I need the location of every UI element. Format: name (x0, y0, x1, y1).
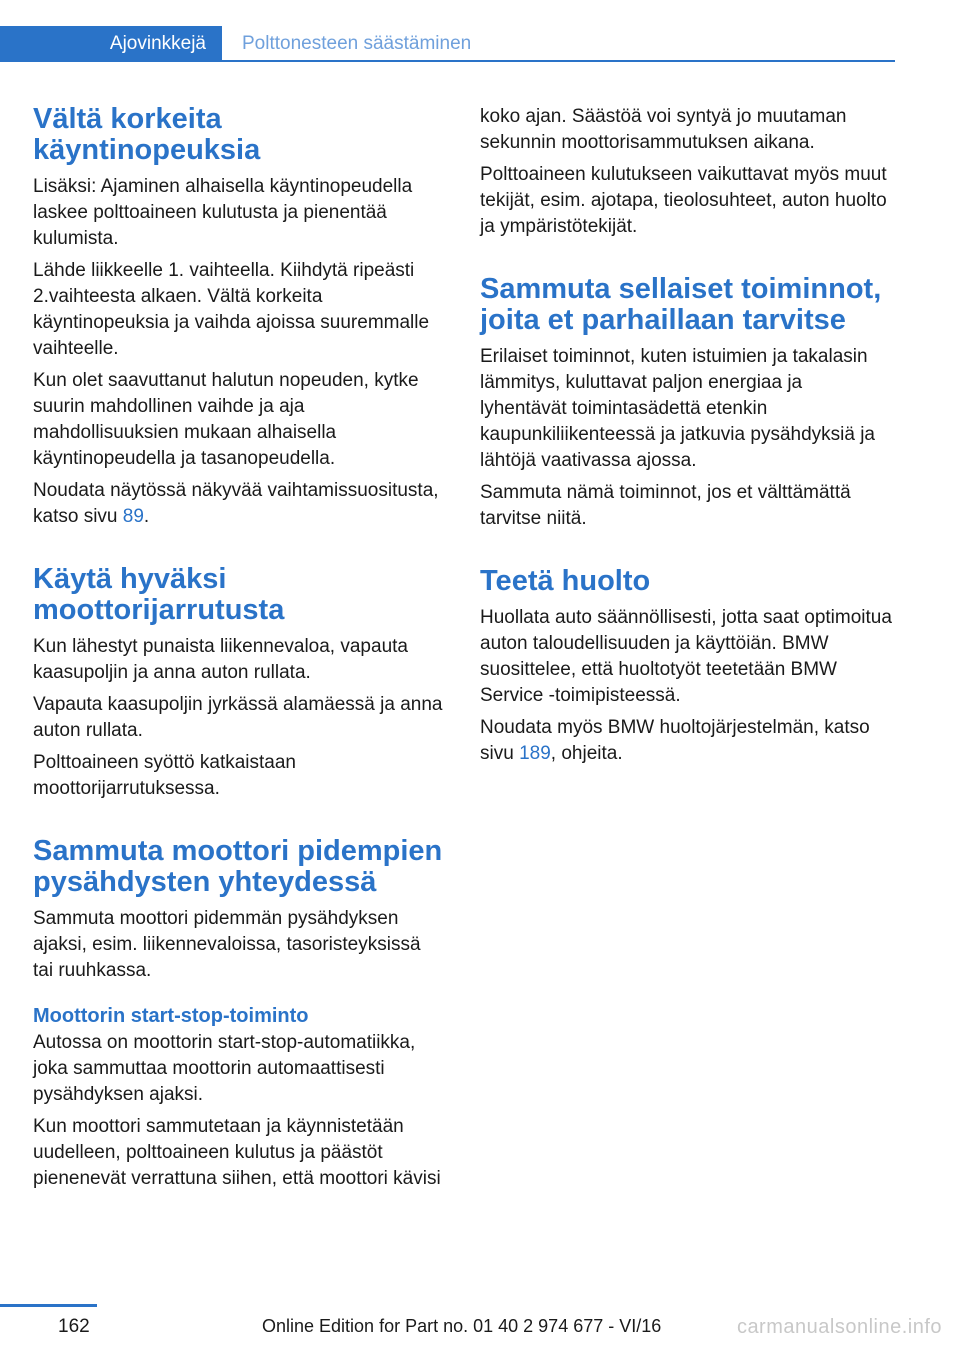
left-column (33, 104, 445, 1198)
text: Noudata myös BMW huoltojärjestelmän, katso sivu (480, 717, 870, 764)
text: , ohjeita. (550, 743, 623, 764)
paragraph: Erilaiset toiminnot, kuten istuimien ja takalasin lämmitys, kuluttavat paljon energiaa ja lyhentävät toimintasädettä etenkin kaupunkiliikenteessä ja jatkuvia pysähdyksiä ja lähtöjä vaativassa ajossa. (480, 346, 876, 471)
text: Noudata näytössä näkyvää vaihtamissuositusta, katso sivu (33, 480, 439, 527)
paragraph: Autossa on moottorin start-stop-automatiikka, joka sammuttaa moottorin automaattisesti pysähdyksen ajaksi. (33, 1032, 416, 1105)
heading-sammuta-moottori: Sammuta moottori pidempien pysähdysten yhteydessä (33, 835, 443, 898)
paragraph: Lähde liikkeelle 1. vaihteella. Kiihdytä ripeästi 2.vaihteesta alkaen. Vältä korkeita käyntinopeuksia ja vaihda ajoissa suuremmalle vaihteelle. (33, 260, 430, 359)
paragraph: Polttoaineen syöttö katkaistaan moottorijarrutuksessa. (33, 752, 297, 799)
paragraph: Sammuta nämä toiminnot, jos et välttämättä tarvitse niitä. (480, 482, 851, 529)
page-link-89[interactable]: 89 (122, 506, 144, 527)
edition-text: Online Edition for Part no. 01 40 2 974 677 - VI/16 (262, 1316, 662, 1336)
text: . (143, 506, 150, 527)
heading-korkeita: Vältä korkeita käyntinopeuksia (33, 103, 261, 166)
paragraph (480, 715, 892, 767)
paragraph: koko ajan. Säästöä voi syntyä jo muutaman sekunnin moottorisammutuksen aikana. (480, 106, 847, 153)
paragraph: Vapauta kaasupoljin jyrkässä alamäessä ja anna auton rullata. (33, 694, 443, 741)
paragraph: Kun moottori sammutetaan ja käynnistetään uudelleen, polttoaineen kulutus ja päästöt pienenevät verrattuna siihen, että moottori kävisi (33, 1116, 441, 1189)
page-number: 162 (58, 1316, 90, 1337)
paragraph (33, 478, 445, 530)
paragraph: Kun lähestyt punaista liikennevaloa, vapauta kaasupoljin ja anna auton rullata. (33, 636, 408, 683)
footer-rule (0, 1304, 97, 1307)
subheading-start-stop: Moottorin start-stop-toiminto (33, 1005, 309, 1027)
paragraph: Kun olet saavuttanut halutun nopeuden, kytke suurin mahdollinen vaihde ja aja mahdollisuuksien mukaan alhaisella käyntinopeudella ja tasanopeudella. (33, 370, 419, 469)
page-link-189[interactable]: 189 (519, 743, 551, 764)
page-header (0, 26, 895, 62)
tab-section-polttonesteen[interactable]: Polttonesteen säästäminen (242, 33, 472, 54)
heading-moottorijarrutus: Käytä hyväksi moottorijarrutusta (33, 563, 285, 626)
right-column (480, 104, 892, 773)
paragraph: Lisäksi: Ajaminen alhaisella käyntinopeudella laskee polttoaineen kulutusta ja pienentää kulumista. (33, 176, 413, 249)
paragraph: Sammuta moottori pidemmän pysähdyksen ajaksi, esim. liikennevaloissa, tasoristeyksissä tai ruuhkassa. (33, 908, 421, 981)
tab-section-ajovinkkeja[interactable]: Ajovinkkejä (0, 26, 222, 62)
paragraph: Polttoaineen kulutukseen vaikuttavat myös muut tekijät, esim. ajotapa, tieolosuhteet, auton huolto ja ympäristötekijät. (480, 164, 887, 237)
heading-sammuta-toiminnot: Sammuta sellaiset toiminnot, joita et parhaillaan tarvitse (480, 273, 882, 336)
heading-huolto: Teetä huolto (480, 565, 651, 597)
paragraph: Huollata auto säännöllisesti, jotta saat optimoitua auton taloudellisuuden ja käyttöiän. BMW suosittelee, että huoltotyöt teetetään BMW Service -toimipisteessä. (480, 607, 892, 706)
watermark: carmanualsonline.info (736, 1316, 942, 1338)
header-rule (0, 60, 895, 62)
